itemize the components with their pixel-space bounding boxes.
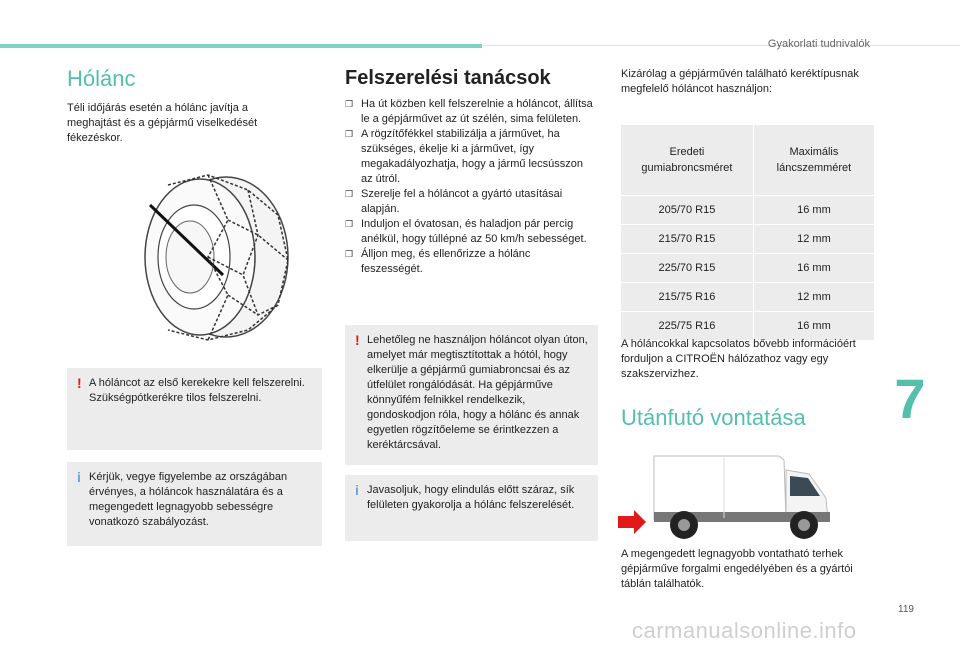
list-item: ❐ Szerelje fel a hóláncot a gyártó utasításai alapján. bbox=[345, 188, 563, 215]
warning-text: A hóláncot az első kerekekre kell felszerelni. Szükségpótkerékre tilos felszerelni. bbox=[89, 377, 305, 404]
tire-size-cell: 215/75 R16 bbox=[621, 283, 753, 312]
bullet-icon: ❐ bbox=[345, 129, 354, 139]
bullet-icon: ❐ bbox=[345, 219, 354, 229]
table-row bbox=[621, 254, 874, 283]
info-box-practice bbox=[345, 475, 598, 541]
mounting-tips-title: Felszerelési tanácsok bbox=[345, 67, 551, 89]
towing-title: Utánfutó vontatása bbox=[621, 405, 806, 430]
tire-size-cell: 225/75 R16 bbox=[621, 312, 753, 341]
list-item: ❐ Ha út közben kell felszerelnie a hóláncot, állítsa le a gépjárművet az út szélén, sima felületen. bbox=[345, 98, 593, 125]
list-item: ❐ Álljon meg, és ellenőrizze a hólánc feszességét. bbox=[345, 248, 531, 275]
chapter-number: 7 bbox=[894, 367, 926, 430]
bullet-icon: ❐ bbox=[345, 249, 354, 259]
tire-size-cell: 215/70 R15 bbox=[621, 225, 753, 254]
header-rule bbox=[482, 45, 960, 46]
info-text: Kérjük, vegye figyelembe az országában érvényes, a hóláncok használatára és a megengedett legnagyobb sebességre vonatkozó szabályozást. bbox=[89, 471, 288, 528]
warning-icon: ! bbox=[77, 375, 82, 391]
watermark: carmanualsonline.info bbox=[632, 618, 857, 643]
warning-box-cleared-roads bbox=[345, 325, 598, 465]
table-row bbox=[621, 196, 874, 225]
tire-size-cell: 225/70 R15 bbox=[621, 254, 753, 283]
link-size-cell: 16 mm bbox=[753, 196, 874, 225]
info-text: Javasoljuk, hogy elindulás előtt száraz, sík felületen gyakorolja a hólánc felszerelését. bbox=[367, 484, 575, 511]
wheel-type-intro: Kizárólag a gépjárművén található keréktípusnak megfelelő hóláncot használjon: bbox=[621, 68, 859, 95]
info-icon: i bbox=[77, 469, 81, 485]
van-illustration bbox=[614, 450, 839, 545]
section-header: Gyakorlati tudnivalók bbox=[767, 38, 870, 50]
link-size-cell: 12 mm bbox=[753, 283, 874, 312]
mounting-tips-list bbox=[345, 97, 595, 277]
snow-chain-intro: Téli időjárás esetén a hólánc javítja a meghajtást és a gépjármű viselkedését fékezéskor. bbox=[67, 102, 258, 144]
list-item: ❐ Induljon el óvatosan, és haladjon pár percig anélkül, hogy túllépné az 50 km/h sebességet. bbox=[345, 218, 587, 245]
bullet-icon: ❐ bbox=[345, 99, 354, 109]
link-size-cell: 16 mm bbox=[753, 312, 874, 341]
warning-icon: ! bbox=[355, 332, 360, 348]
table-header-link-size: Maximális láncszemméret bbox=[753, 125, 874, 196]
page-number: 119 bbox=[898, 604, 914, 615]
warning-box-front-wheels bbox=[67, 368, 322, 450]
header-accent-bar bbox=[0, 44, 482, 48]
link-size-cell: 12 mm bbox=[753, 225, 874, 254]
chain-size-table bbox=[621, 125, 874, 341]
towing-text: A megengedett legnagyobb vontatható terhek gépjárműve forgalmi engedélyében és a gyártói táblán találhatók. bbox=[621, 548, 853, 590]
tire-with-chain-illustration bbox=[128, 165, 298, 345]
table-header-tire-size: Eredeti gumiabroncsméret bbox=[621, 125, 753, 196]
info-box-regulations bbox=[67, 462, 322, 546]
dealer-contact-text: A hóláncokkal kapcsolatos bővebb információért forduljon a CITROËN hálózathoz vagy egy szakszervizhez. bbox=[621, 338, 856, 380]
tire-size-cell: 205/70 R15 bbox=[621, 196, 753, 225]
link-size-cell: 16 mm bbox=[753, 254, 874, 283]
table-row bbox=[621, 283, 874, 312]
page-title-snow-chains: Hólánc bbox=[67, 66, 136, 91]
bullet-icon: ❐ bbox=[345, 189, 354, 199]
info-icon: i bbox=[355, 482, 359, 498]
warning-text: Lehetőleg ne használjon hóláncot olyan úton, amelyet már megtisztítottak a hótól, hogy elkerülje a gépjármű gumiabroncsai és az útfelület rongálódását. Ha gépjárműve könnyűfém felnikkel rendelkezik, gondoskodjon róla, hogy a hólánc és annak egyetlen rögzítőeleme se érintkezzen a keréktárcsával. bbox=[367, 334, 588, 451]
table-row bbox=[621, 225, 874, 254]
list-item: ❐ A rögzítőfékkel stabilizálja a járművet, ha szükséges, ékelje ki a járművet, így megakadályozhatja, hogy a jármű lecsússzon az útról. bbox=[345, 128, 583, 185]
